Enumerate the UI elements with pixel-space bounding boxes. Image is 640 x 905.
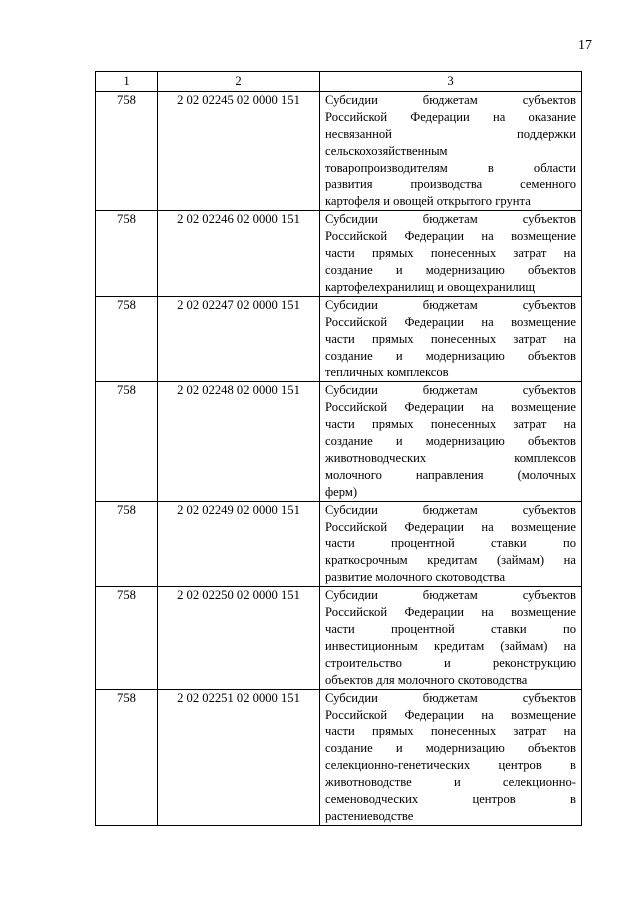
table-row (96, 91, 582, 210)
income-description-cell (320, 296, 582, 382)
description-line: создание и модернизацию объектов (325, 434, 576, 449)
income-description-cell (320, 587, 582, 689)
description-line: товаропроизводителям в области (325, 160, 576, 175)
description-line: животноводческих комплексов (325, 450, 576, 465)
column-header-1: 1 (96, 72, 158, 92)
description-line: Российской Федерации на возмещение (325, 400, 576, 415)
description-line: Российской Федерации на возмещение (325, 605, 576, 620)
table-header-row (96, 72, 582, 92)
column-header-2: 2 (158, 72, 320, 92)
description-line: Российской Федерации на оказание (325, 109, 576, 124)
description-line: создание и модернизацию объектов (325, 262, 576, 277)
description-line: части прямых понесенных затрат на (325, 246, 576, 261)
description-line: растениеводстве (325, 808, 414, 823)
description-line: Субсидии бюджетам субъектов (325, 92, 576, 107)
table-row (96, 211, 582, 297)
description-line: краткосрочным кредитам (займам) на (325, 553, 576, 568)
description-line: строительство и реконструкцию (325, 655, 576, 670)
budget-classification-table (95, 71, 582, 826)
description-line: инвестиционным кредитам (займам) на (325, 638, 576, 653)
description-line: Субсидии бюджетам субъектов (325, 690, 576, 705)
income-description-cell (320, 91, 582, 210)
description-line: создание и модернизацию объектов (325, 348, 576, 363)
description-line: тепличных комплексов (325, 365, 449, 380)
description-line: картофелехранилищ и овощехранилищ (325, 279, 536, 294)
table-row (96, 501, 582, 587)
description-line: ферм) (325, 484, 358, 499)
table-body (96, 91, 582, 825)
income-description-cell (320, 211, 582, 297)
description-line: Субсидии бюджетам субъектов (325, 502, 576, 517)
administrator-code-cell: 758 (96, 296, 158, 382)
description-line: части процентной ставки по (325, 536, 576, 551)
table-row (96, 587, 582, 689)
administrator-code-cell: 758 (96, 587, 158, 689)
column-header-3: 3 (320, 72, 582, 92)
income-description-cell (320, 382, 582, 501)
description-line: Российской Федерации на возмещение (325, 229, 576, 244)
page-number: 17 (578, 38, 592, 53)
administrator-code-cell: 758 (96, 91, 158, 210)
budget-classification-code-cell: 2 02 02248 02 0000 151 (158, 382, 320, 501)
table-row (96, 296, 582, 382)
description-line: части прямых понесенных затрат на (325, 417, 576, 432)
income-description-cell (320, 689, 582, 825)
table-row (96, 689, 582, 825)
description-line: несвязанной поддержки (325, 126, 576, 141)
budget-classification-code-cell: 2 02 02245 02 0000 151 (158, 91, 320, 210)
budget-classification-code-cell: 2 02 02251 02 0000 151 (158, 689, 320, 825)
budget-classification-code-cell: 2 02 02249 02 0000 151 (158, 501, 320, 587)
description-line: селекционно-генетических центров в (325, 758, 576, 773)
description-line: животноводстве и селекционно- (325, 775, 576, 790)
budget-classification-code-cell: 2 02 02250 02 0000 151 (158, 587, 320, 689)
description-line: Российской Федерации на возмещение (325, 519, 576, 534)
description-line: сельскохозяйственным (325, 143, 448, 158)
description-line: создание и модернизацию объектов (325, 741, 576, 756)
description-line: развитие молочного скотоводства (325, 570, 506, 585)
description-line: молочного направления (молочных (325, 467, 576, 482)
table-row (96, 382, 582, 501)
description-line: части прямых понесенных затрат на (325, 331, 576, 346)
administrator-code-cell: 758 (96, 382, 158, 501)
description-line: Субсидии бюджетам субъектов (325, 383, 576, 398)
description-line: Субсидии бюджетам субъектов (325, 588, 576, 603)
administrator-code-cell: 758 (96, 211, 158, 297)
description-line: Российской Федерации на возмещение (325, 314, 576, 329)
description-line: картофеля и овощей открытого грунта (325, 194, 531, 209)
description-line: Субсидии бюджетам субъектов (325, 212, 576, 227)
description-line: части процентной ставки по (325, 622, 576, 636)
budget-classification-code-cell: 2 02 02247 02 0000 151 (158, 296, 320, 382)
description-line: Субсидии бюджетам субъектов (325, 297, 576, 312)
description-line: части прямых понесенных затрат на (325, 724, 576, 739)
budget-classification-code-cell: 2 02 02246 02 0000 151 (158, 211, 320, 297)
description-line: объектов для молочного скотоводства (325, 672, 528, 687)
administrator-code-cell: 758 (96, 689, 158, 825)
administrator-code-cell: 758 (96, 501, 158, 587)
description-line: Российской Федерации на возмещение (325, 707, 576, 722)
income-description-cell (320, 501, 582, 587)
description-line: семеноводческих центров в (325, 792, 576, 807)
description-line: развития производства семенного (325, 177, 576, 192)
